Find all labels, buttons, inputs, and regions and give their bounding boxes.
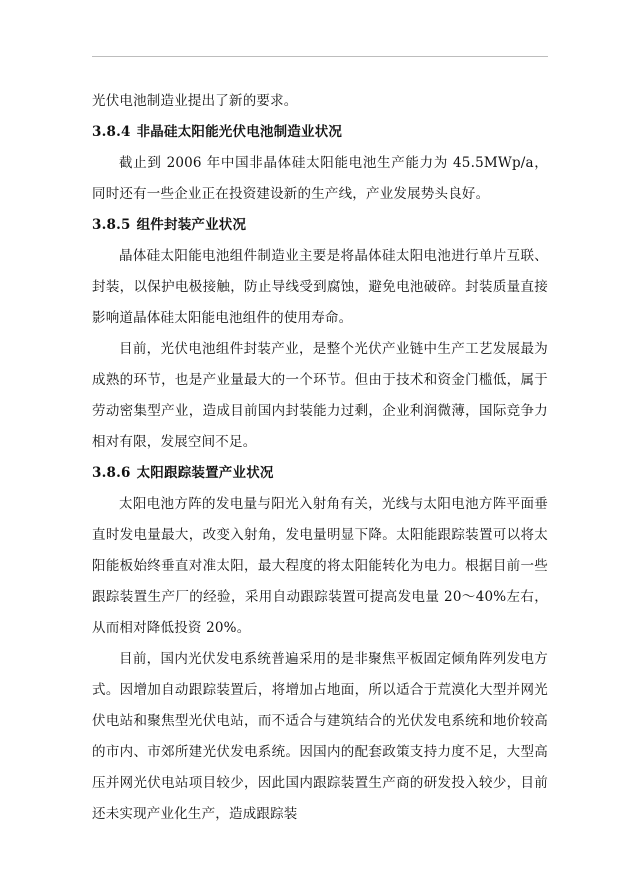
- section-title: 太阳跟踪装置产业状况: [136, 465, 274, 481]
- section-heading: [92, 210, 548, 241]
- intro-paragraph: 光伏电池制造业提出了新的要求。: [92, 93, 298, 109]
- section-heading: [92, 117, 548, 148]
- section-3-8-4: [92, 117, 548, 210]
- body-paragraph: 截止到 2006 年中国非晶体硅太阳能电池生产能力为 45.5MWp/a，同时还有一些企业正在投资建设新的生产线，产业发展势头良好。: [92, 155, 548, 202]
- section-title: 组件封装产业状况: [136, 217, 247, 233]
- page-content: [92, 86, 548, 830]
- body-paragraph: 晶体硅太阳能电池组件制造业主要是将晶体硅太阳电池进行单片互联、封装，以保护电极接触，防止导线受到腐蚀，避免电池破碎。封装质量直接影响道晶体硅太阳能电池组件的使用寿命。: [92, 248, 548, 326]
- page-header-rule: [92, 56, 548, 57]
- section-3-8-5: [92, 210, 548, 458]
- section-title: 非晶硅太阳能光伏电池制造业状况: [136, 124, 343, 140]
- section-number: 3.8.4: [92, 124, 131, 140]
- section-number: 3.8.6: [92, 465, 131, 481]
- section-3-8-6: [92, 458, 548, 830]
- section-number: 3.8.5: [92, 217, 131, 233]
- body-paragraph: 太阳电池方阵的发电量与阳光入射角有关，光线与太阳电池方阵平面垂直时发电量最大，改变入射角，发电量明显下降。太阳能跟踪装置可以将太阳能板始终垂直对准太阳，最大程度的将太阳能转化为电力。根据目前一些跟踪装置生产厂的经验，采用自动跟踪装置可提高发电量 20～40%左右，从而相对降低投资 20%。: [92, 496, 548, 636]
- section-heading: [92, 458, 548, 489]
- body-paragraph: 目前，光伏电池组件封装产业，是整个光伏产业链中生产工艺发展最为成熟的环节，也是产业量最大的一个环节。但由于技术和资金门槛低，属于劳动密集型产业，造成目前国内封装能力过剩，企业利润微薄，国际竞争力相对有限，发展空间不足。: [92, 341, 548, 450]
- body-paragraph: 目前，国内光伏发电系统普遍采用的是非聚焦平板固定倾角阵列发电方式。因增加自动跟踪装置后，将增加占地面，所以适合于荒漠化大型并网光伏电站和聚焦型光伏电站，而不适合与建筑结合的光伏发电系统和地价较高的市内、市郊所建光伏发电系统。因国内的配套政策支持力度不足，大型高压并网光伏电站项目较少，因此国内跟踪装置生产商的研发投入较少，目前还未实现产业化生产，造成跟踪装: [92, 651, 548, 822]
